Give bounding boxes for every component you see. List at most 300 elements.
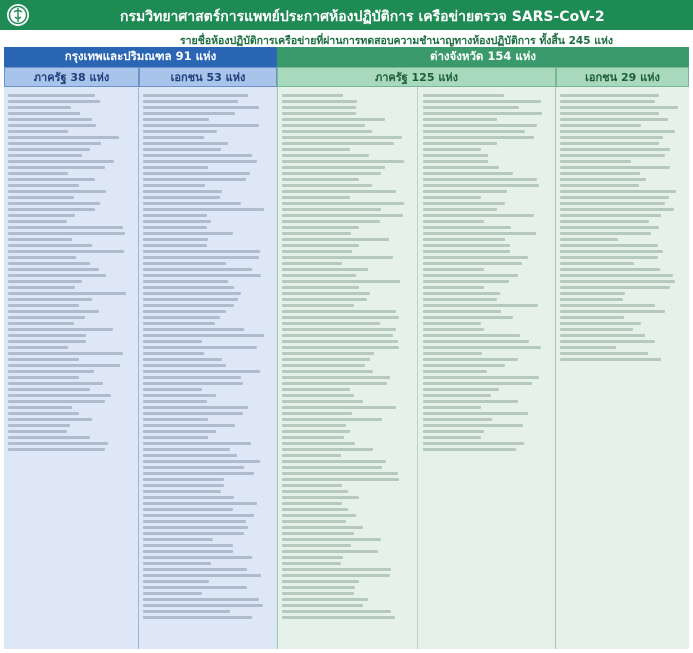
list-item [143, 142, 228, 145]
list-bkk-gov [4, 87, 139, 649]
list-item [143, 178, 246, 181]
list-item [8, 328, 113, 331]
list-item [560, 334, 645, 337]
list-item [282, 316, 399, 319]
list-item [423, 406, 481, 409]
list-item [282, 154, 369, 157]
list-item [8, 190, 106, 193]
list-item [143, 568, 247, 571]
list-item [282, 598, 368, 601]
list-item [560, 208, 674, 211]
list-item [423, 328, 484, 331]
list-item [143, 190, 222, 193]
list-item [560, 124, 641, 127]
list-item [560, 202, 665, 205]
list-item [143, 130, 217, 133]
list-item [282, 184, 372, 187]
list-item [143, 496, 234, 499]
list-item [8, 244, 92, 247]
list-item [560, 226, 659, 229]
list-item [143, 526, 248, 529]
list-item [8, 448, 105, 451]
list-item [143, 112, 235, 115]
list-item [143, 298, 238, 301]
list-item [143, 220, 211, 223]
list-item [423, 304, 538, 307]
list-item [143, 310, 226, 313]
list-item [8, 298, 92, 301]
list-item [560, 292, 625, 295]
list-item [143, 286, 234, 289]
list-item [8, 316, 85, 319]
title-bar [0, 0, 693, 30]
list-item [8, 364, 120, 367]
list-item [8, 232, 125, 235]
list-item [8, 424, 70, 427]
list-item [143, 574, 261, 577]
list-item [423, 190, 507, 193]
list-item [8, 346, 68, 349]
list-item [8, 142, 101, 145]
list-item [560, 178, 646, 181]
list-item [560, 136, 663, 139]
list-item [282, 202, 404, 205]
list-bkk-private [139, 87, 277, 649]
list-item [560, 340, 655, 343]
list-item [423, 436, 481, 439]
page-subtitle: รายชื่อห้องปฏิบัติการเครือข่ายที่ผ่านการทดสอบความชำนาญทางห้องปฏิบัติการ ทั้งสิ้น 245 แห่ง [180, 35, 614, 47]
list-item [423, 250, 510, 253]
list-item [143, 106, 259, 109]
list-item [282, 346, 399, 349]
list-item [8, 112, 80, 115]
list-item [560, 346, 616, 349]
list-item [282, 520, 346, 523]
list-item [143, 406, 248, 409]
list-item [282, 160, 404, 163]
list-item [423, 184, 539, 187]
list-item [560, 112, 659, 115]
list-item [282, 106, 356, 109]
list-item [560, 328, 633, 331]
list-item [282, 568, 391, 571]
list-item [560, 154, 665, 157]
list-item [282, 256, 393, 259]
list-item [8, 406, 72, 409]
list-item [282, 604, 363, 607]
list-item [8, 124, 96, 127]
list-item [8, 172, 68, 175]
list-item [143, 520, 246, 523]
list-item [143, 502, 257, 505]
list-item [282, 214, 403, 217]
list-item [423, 382, 532, 385]
list-item [143, 184, 205, 187]
list-item [143, 598, 259, 601]
list-item [560, 130, 675, 133]
list-item [423, 394, 491, 397]
list-item [8, 340, 86, 343]
list-item [8, 376, 79, 379]
list-item [560, 160, 631, 163]
list-item [282, 376, 390, 379]
list-item [423, 322, 481, 325]
list-item [423, 430, 484, 433]
list-item [423, 280, 509, 283]
list-item [282, 148, 350, 151]
list-item [143, 508, 233, 511]
list-item [8, 292, 126, 295]
list-item [560, 238, 618, 241]
list-item [143, 196, 220, 199]
list-item [143, 274, 261, 277]
list-item [282, 586, 355, 589]
list-item [282, 196, 350, 199]
list-item [282, 484, 342, 487]
list-item [423, 154, 488, 157]
list-item [282, 448, 373, 451]
list-item [423, 118, 497, 121]
list-item [8, 256, 76, 259]
list-item [8, 226, 123, 229]
list-item [560, 190, 676, 193]
list-item [282, 178, 359, 181]
list-item [143, 394, 216, 397]
list-item [143, 124, 259, 127]
list-item [282, 172, 381, 175]
list-item [282, 124, 365, 127]
list-item [282, 166, 385, 169]
list-item [143, 100, 238, 103]
list-prov-gov [277, 87, 556, 649]
list-item [143, 592, 202, 595]
list-item [143, 490, 221, 493]
list-item [143, 352, 204, 355]
list-item [143, 118, 209, 121]
list-item [560, 166, 670, 169]
list-item [560, 106, 678, 109]
list-item [423, 130, 525, 133]
list-item [423, 358, 518, 361]
list-item [423, 316, 513, 319]
list-item [143, 388, 202, 391]
list-item [282, 544, 351, 547]
list-prov-private [556, 87, 689, 649]
list-item [143, 382, 243, 385]
list-item [143, 244, 207, 247]
list-item [282, 478, 399, 481]
list-item [8, 214, 75, 217]
list-item [143, 280, 228, 283]
list-item [143, 556, 252, 559]
list-item [143, 514, 254, 517]
list-item [282, 406, 396, 409]
list-item [8, 148, 90, 151]
list-item [560, 196, 669, 199]
list-item [423, 292, 500, 295]
list-item [423, 208, 497, 211]
list-item [8, 136, 119, 139]
list-item [423, 142, 497, 145]
list-item [423, 100, 541, 103]
list-item [8, 130, 68, 133]
list-item [143, 580, 209, 583]
list-item [282, 490, 348, 493]
list-item [143, 418, 208, 421]
list-item [560, 262, 634, 265]
list-item [282, 226, 359, 229]
list-item [8, 394, 111, 397]
list-item [282, 370, 373, 373]
list-item [560, 256, 658, 259]
list-item [143, 268, 252, 271]
list-item [143, 328, 244, 331]
list-item [143, 586, 247, 589]
list-item [560, 148, 670, 151]
subtitle-row [0, 30, 693, 47]
list-item [8, 310, 99, 313]
list-item [423, 172, 513, 175]
list-item [143, 166, 208, 169]
list-item [282, 466, 382, 469]
list-item [560, 280, 675, 283]
list-item [282, 556, 343, 559]
list-item [423, 442, 524, 445]
list-item [282, 304, 354, 307]
list-item [282, 574, 390, 577]
list-item [423, 364, 505, 367]
list-item [560, 250, 663, 253]
region-provinces: ต่างจังหวัด 154 แห่ง [277, 47, 689, 67]
list-item [282, 112, 356, 115]
list-item [143, 346, 257, 349]
list-item [143, 466, 244, 469]
list-item [282, 532, 354, 535]
list-item [8, 184, 79, 187]
list-item [282, 250, 352, 253]
list-item [282, 430, 350, 433]
list-item [282, 220, 380, 223]
list-item [282, 292, 370, 295]
list-item [560, 220, 649, 223]
list-item [282, 508, 348, 511]
list-item [8, 412, 79, 415]
list-item [282, 418, 382, 421]
list-item [8, 154, 82, 157]
list-item [143, 400, 207, 403]
list-item [282, 190, 396, 193]
list-item [143, 250, 260, 253]
list-item [282, 592, 354, 595]
list-item [423, 148, 481, 151]
list-item [423, 274, 518, 277]
list-item [143, 484, 224, 487]
list-item [282, 136, 402, 139]
list-item [560, 352, 648, 355]
list-item [282, 496, 359, 499]
list-item [282, 454, 341, 457]
list-item [282, 538, 381, 541]
list-item [282, 436, 344, 439]
list-item [423, 412, 528, 415]
list-item [423, 178, 537, 181]
list-item [143, 304, 234, 307]
list-item [423, 160, 488, 163]
list-item [8, 280, 82, 283]
list-item [282, 322, 380, 325]
list-item [423, 370, 487, 373]
region-bangkok: กรุงเทพและปริมณฑล 91 แห่ง [4, 47, 277, 67]
list-item [143, 376, 241, 379]
list-item [282, 550, 378, 553]
list-item [423, 196, 481, 199]
list-item [8, 352, 123, 355]
list-item [143, 370, 260, 373]
list-item [8, 166, 105, 169]
list-item [143, 442, 251, 445]
list-item [423, 112, 542, 115]
list-item [423, 376, 539, 379]
list-item [8, 286, 75, 289]
list-item [560, 286, 670, 289]
list-item [8, 322, 74, 325]
list-item [282, 358, 370, 361]
list-item [560, 304, 655, 307]
dmsc-logo-icon [6, 3, 30, 27]
list-item [282, 460, 386, 463]
list-item [8, 334, 86, 337]
list-item [143, 412, 243, 415]
list-item [143, 604, 263, 607]
list-item [282, 274, 356, 277]
list-item [560, 100, 655, 103]
list-item [282, 286, 359, 289]
list-item [143, 448, 230, 451]
list-item [282, 244, 359, 247]
list-item [282, 352, 374, 355]
list-item [143, 562, 211, 565]
list-item [8, 382, 103, 385]
list-item [423, 232, 536, 235]
list-item [143, 364, 226, 367]
list-item [560, 298, 623, 301]
list-item [143, 208, 264, 211]
list-item [282, 310, 396, 313]
list-item [8, 220, 67, 223]
list-item [8, 178, 95, 181]
list-item [423, 226, 511, 229]
list-item [282, 328, 396, 331]
list-item [423, 448, 516, 451]
column-header-prov-gov: ภาครัฐ 125 แห่ง [277, 67, 556, 87]
list-item [423, 346, 541, 349]
list-item [423, 166, 499, 169]
list-item [143, 238, 208, 241]
list-item [8, 202, 100, 205]
list-item [143, 334, 264, 337]
list-item [560, 244, 658, 247]
list-item [560, 118, 668, 121]
list-item [143, 214, 207, 217]
list-item [282, 472, 398, 475]
list-item [143, 424, 235, 427]
list-item [560, 358, 661, 361]
column-header-bkk-gov: ภาครัฐ 38 แห่ง [4, 67, 139, 87]
list-item [282, 580, 359, 583]
list-item [282, 388, 350, 391]
list-item [143, 160, 257, 163]
list-item [282, 400, 363, 403]
list-item [423, 214, 534, 217]
list-item [8, 262, 90, 265]
list-item [423, 334, 520, 337]
list-item [282, 412, 352, 415]
list-item [282, 394, 354, 397]
list-item [143, 544, 233, 547]
list-item [8, 370, 94, 373]
list-item [282, 514, 356, 517]
list-item [560, 232, 651, 235]
list-item [423, 202, 505, 205]
list-item [8, 436, 90, 439]
list-item [282, 340, 398, 343]
list-item [143, 460, 260, 463]
list-item [560, 268, 660, 271]
list-item [8, 196, 74, 199]
list-item [560, 184, 639, 187]
list-item [423, 124, 537, 127]
list-item [8, 106, 71, 109]
list-item [282, 280, 400, 283]
list-item [282, 298, 367, 301]
list-item [143, 292, 241, 295]
list-item [423, 286, 484, 289]
list-item [560, 142, 659, 145]
list-item [282, 130, 372, 133]
list-item [8, 94, 95, 97]
list-item [282, 262, 342, 265]
list-item [143, 148, 221, 151]
list-item [282, 526, 363, 529]
list-item [143, 538, 213, 541]
list-item [8, 400, 105, 403]
list-item [423, 220, 484, 223]
list-item [143, 430, 216, 433]
column-header-bkk-private: เอกชน 53 แห่ง [139, 67, 277, 87]
list-item [8, 268, 99, 271]
list-item [143, 322, 215, 325]
list-item [8, 274, 106, 277]
list-item [560, 94, 659, 97]
list-item [423, 298, 497, 301]
column-divider [417, 87, 418, 649]
list-item [282, 100, 357, 103]
list-item [423, 388, 499, 391]
list-item [282, 232, 351, 235]
list-item [143, 616, 252, 619]
list-item [423, 262, 522, 265]
list-item [423, 106, 519, 109]
list-item [282, 424, 346, 427]
list-item [8, 238, 72, 241]
list-item [423, 310, 501, 313]
list-item [282, 616, 395, 619]
list-item [8, 388, 90, 391]
list-item [143, 202, 241, 205]
list-item [423, 424, 523, 427]
list-item [423, 136, 534, 139]
list-item [143, 316, 220, 319]
